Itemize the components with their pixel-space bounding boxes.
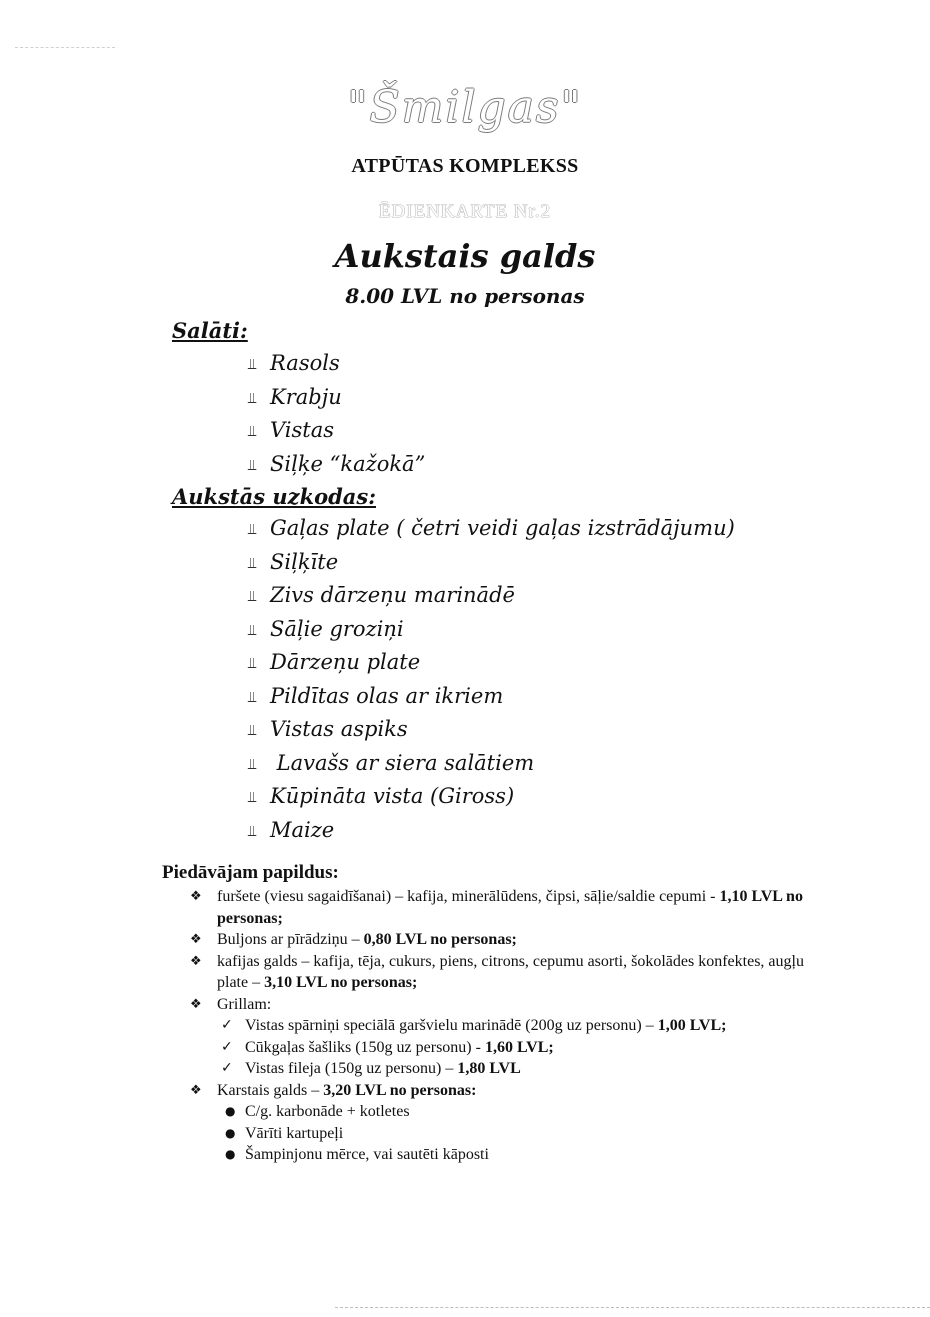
extra-text: Grillam:	[217, 995, 272, 1013]
checkmark-icon: ✓	[221, 1038, 233, 1055]
cross-bullet-icon: ⫫	[248, 355, 257, 373]
list-item	[248, 680, 735, 714]
list-item	[248, 747, 735, 781]
extra-price: 1,10 LVL no personas;	[217, 888, 803, 927]
salads-list	[248, 347, 425, 481]
list-item	[248, 814, 735, 848]
extra-text: kafijas galds – kafija, tēja, cukurs, piens, citrons, cepumu asorti, šokolādes konfektes, augļu plate –	[217, 952, 804, 991]
item-label: Siļķe “kažokā”	[270, 451, 426, 476]
sub-item	[217, 1123, 810, 1145]
item-label: Kūpināta vista (Giross)	[270, 784, 515, 808]
item-label: Rasols	[270, 351, 340, 375]
item-label: Zivs dārzeņu marinādē	[270, 583, 515, 607]
grill-sublist	[217, 1015, 810, 1080]
checkmark-icon: ✓	[221, 1060, 233, 1076]
extra-price: 3,20 LVL no personas:	[323, 1081, 477, 1099]
scan-artifact	[335, 1307, 930, 1308]
list-item	[248, 713, 735, 747]
item-label: Vistas aspiks	[270, 717, 408, 741]
logo: "Šmilgas"	[347, 82, 583, 133]
extra-item-buffet	[190, 886, 810, 929]
extra-item-broth	[190, 929, 810, 951]
menu-number: ĒDIENKARTE Nr.2	[378, 201, 552, 222]
item-label: Sāļie groziņi	[270, 616, 404, 641]
sub-item-price: 1,00 LVL;	[657, 1017, 727, 1034]
scan-artifact	[15, 47, 115, 48]
item-label: Vistas	[270, 418, 335, 442]
price-per-person: 8.00 LVL no personas	[345, 284, 585, 308]
item-label: Gaļas plate ( četri veidi gaļas izstrādājumu)	[270, 516, 735, 540]
cross-bullet-icon: ⫫	[248, 788, 257, 806]
sub-item	[217, 1037, 810, 1059]
extras-list	[190, 886, 810, 1166]
list-item	[248, 414, 425, 448]
cross-bullet-icon: ⫫	[248, 754, 257, 773]
cross-bullet-icon: ⫫	[248, 721, 257, 739]
extra-price: 3,10 LVL no personas;	[264, 974, 418, 991]
diamond-bullet-icon: ❖	[190, 1082, 202, 1098]
list-item	[248, 512, 735, 546]
dot-bullet-icon: ●	[225, 1104, 236, 1118]
extras-heading: Piedāvājam papildus:	[162, 862, 339, 883]
cross-bullet-icon: ⫫	[248, 388, 257, 407]
sub-item-price: 1,80 LVL	[457, 1060, 521, 1077]
cross-bullet-icon: ⫫	[248, 455, 257, 474]
cross-bullet-icon: ⫫	[248, 821, 257, 840]
sub-item	[217, 1144, 810, 1166]
cross-bullet-icon: ⫫	[248, 520, 257, 538]
extra-item-coffee-table	[190, 951, 810, 994]
item-label: Pildītas olas ar ikriem	[270, 683, 504, 708]
cross-bullet-icon: ⫫	[248, 587, 257, 605]
list-item	[248, 780, 735, 814]
item-label: Krabju	[270, 384, 342, 409]
checkmark-icon: ✓	[221, 1017, 233, 1033]
salads-heading: Salāti:	[172, 318, 248, 343]
cross-bullet-icon: ⫫	[248, 654, 257, 672]
list-item	[248, 546, 735, 580]
list-item	[248, 613, 735, 647]
sub-item-text: Vistas spārniņi speciālā garšvielu marinādē (200g uz personu) –	[245, 1017, 658, 1034]
item-label: Dārzeņu plate	[270, 650, 421, 674]
sub-item-text: C/g. karbonāde + kotletes	[245, 1103, 410, 1120]
list-item	[248, 579, 735, 613]
diamond-bullet-icon: ❖	[190, 889, 202, 904]
sub-item-text: Vārīti kartupeļi	[245, 1124, 344, 1142]
dot-bullet-icon: ●	[225, 1125, 236, 1140]
diamond-bullet-icon: ❖	[190, 932, 202, 947]
item-label: Siļķīte	[270, 549, 339, 574]
extra-text: furšete (viesu sagaidīšanai) – kafija, minerālūdens, čipsi, sāļie/saldie cepumi -	[217, 888, 720, 905]
extra-item-hot-table	[190, 1080, 810, 1166]
page-title: Aukstais galds	[334, 237, 596, 275]
cold-starters-list	[248, 512, 735, 847]
sub-item-text: Šampinjonu mērce, vai sautēti kāposti	[245, 1146, 489, 1163]
item-label: Lavašs ar siera salātiem	[270, 750, 535, 775]
diamond-bullet-icon: ❖	[190, 953, 202, 969]
extra-price: 0,80 LVL no personas;	[363, 931, 517, 948]
sub-item	[217, 1101, 810, 1123]
sub-item-text: Vistas fileja (150g uz personu) –	[245, 1060, 458, 1077]
diamond-bullet-icon: ❖	[190, 996, 202, 1012]
complex-name: ATPŪTAS KOMPLEKSS	[351, 155, 579, 177]
extra-text: Karstais galds –	[217, 1081, 324, 1099]
list-item	[248, 646, 735, 680]
hot-table-sublist	[217, 1101, 810, 1166]
list-item	[248, 448, 425, 482]
cross-bullet-icon: ⫫	[248, 620, 257, 639]
item-label: Maize	[270, 817, 335, 842]
dot-bullet-icon: ●	[225, 1147, 236, 1161]
sub-item-text: Cūkgaļas šašliks (150g uz personu) -	[245, 1038, 485, 1056]
cross-bullet-icon: ⫫	[248, 687, 257, 706]
cross-bullet-icon: ⫫	[248, 422, 257, 440]
list-item	[248, 347, 425, 381]
list-item	[248, 381, 425, 415]
sub-item-price: 1,60 LVL;	[484, 1038, 554, 1056]
extra-text: Buljons ar pīrādziņu –	[217, 931, 364, 948]
sub-item	[217, 1058, 810, 1080]
cross-bullet-icon: ⫫	[248, 553, 257, 572]
sub-item	[217, 1015, 810, 1037]
extra-item-grill	[190, 994, 810, 1080]
cold-starters-heading: Aukstās uzkodas:	[172, 484, 376, 509]
